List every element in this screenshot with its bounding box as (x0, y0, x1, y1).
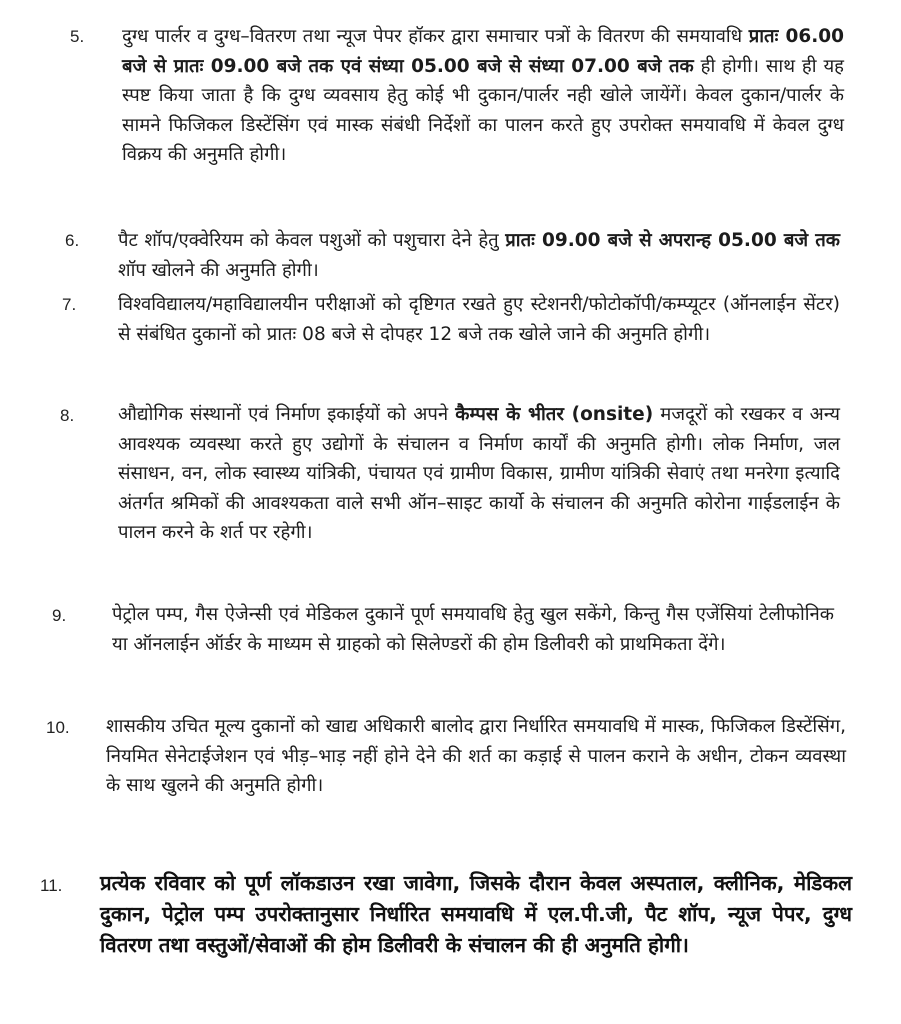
text-segment: विश्वविद्यालय/महाविद्यालयीन परीक्षाओं को दृष्टिगत रखते हुए स्टेशनरी/फोटोकॉपी/कम्प्यूटर (ऑनलाईन सेंटर) से संबंधित दुकानों को प्रातः 08 बजे से दोपहर 12 बजे तक खोले जाने की अनुमति होगी। (118, 294, 840, 345)
text-segment: ही होगी। साथ ही यह स्पष्ट किया जाता है कि दुग्ध व्यवसाय हेतु कोई भी दुकान/पार्लर नही खोले जायेंगें। केवल दुकान/पार्लर के सामने फिजिकल डिस्टेंसिंग एवं मास्क संबंधी निर्देशों का पालन करते हुए उपरोक्त समयावधि में केवल दुग्ध विक्रय की अनुमति होगी। (122, 55, 844, 165)
item-text (122, 22, 844, 170)
bold-time-segment: प्रातः 09.00 बजे से अपरान्ह 05.00 बजे तक (505, 230, 840, 251)
text-segment: मजदूरों को रखकर व अन्य आवश्यक व्यवस्था करते हुए उद्योगों के संचालन व निर्माण कार्यों की अनुमति होगी। लोक निर्माण, जल संसाधन, वन, लोक स्वास्थ्य यांत्रिकी, पंचायत एवं ग्रामीण विकास, ग्रामीण यांत्रिकी सेवाएं तथा मनरेगा इत्यादि अंतर्गत श्रमिकों की आवश्यकता वाले सभी ऑन–साइट कार्यो के संचालन की अनुमति कोरोना गाईडलाईन के पालन करने के शर्त पर रहेगी। (118, 404, 840, 543)
text-segment: दुग्ध पार्लर व दुग्ध–वितरण तथा न्यूज पेपर हॉकर द्वारा समाचार पत्रों के वितरण की समयावधि (122, 26, 749, 47)
text-segment: पैट शॉप/एक्वेरियम को केवल पशुओं को पशुचारा देने हेतु (118, 230, 506, 251)
item-text (112, 600, 834, 659)
bold-lockdown-text: प्रत्येक रविवार को पूर्ण लॉकडाउन रखा जावेगा, जिसके दौरान केवल अस्पताल, क्लीनिक, मेडिकल दुकान, पेट्रोल पम्प उपरोक्तानुसार निर्धारित समयावधि में एल.पी.जी, पैट शॉप, न्यूज पेपर, दुग्ध वितरण तथा वस्तुओं/सेवाओं की होम डिलीवरी के संचालन की ही अनुमति होगी। (100, 871, 852, 957)
item-number: 7. (62, 295, 77, 314)
item-number: 10. (46, 718, 70, 737)
bold-time-segment: प्रातः 06.00 बजे से प्रातः 09.00 बजे तक एवं संध्या 05.00 बजे से संध्या 07.00 बजे तक (122, 26, 844, 77)
item-number: 11. (40, 876, 63, 895)
item-number: 5. (70, 27, 85, 46)
item-number: 9. (52, 606, 67, 625)
bold-onsite-segment: कैम्पस के भीतर (onsite) (455, 404, 654, 425)
text-segment: शॉप खोलने की अनुमति होगी। (118, 259, 319, 281)
item-text (118, 400, 840, 548)
text-segment: शासकीय उचित मूल्य दुकानों को खाद्य अधिकारी बालोद द्वारा निर्धारित समयावधि में मास्क, फिजिकल डिस्टेंसिंग, नियमित सेनेटाईजेशन एवं भीड़–भाड़ नहीं होने देने की शर्त का कड़ाई से पालन कराने के अधीन, टोकन व्यवस्था के साथ खुलने की अनुमति होगी। (106, 716, 846, 796)
item-text (118, 290, 840, 349)
text-segment: औद्योगिक संस्थानों एवं निर्माण इकाईयों को अपने (118, 404, 456, 425)
item-text (106, 712, 846, 801)
item-number: 8. (60, 406, 75, 425)
item-text (118, 226, 840, 285)
item-text (100, 868, 852, 961)
item-number: 6. (65, 231, 80, 250)
text-segment: पेट्रोल पम्प, गैस ऐजेन्सी एवं मेडिकल दुकानें पूर्ण समयावधि हेतु खुल सकेंगे, किन्तु गैस एजेंसियां टेलीफोनिक या ऑनलाईन ऑर्डर के माध्यम से ग्राहको को सिलेण्डरों की होम डिलीवरी को प्राथमिकता देंगे। (112, 604, 834, 655)
